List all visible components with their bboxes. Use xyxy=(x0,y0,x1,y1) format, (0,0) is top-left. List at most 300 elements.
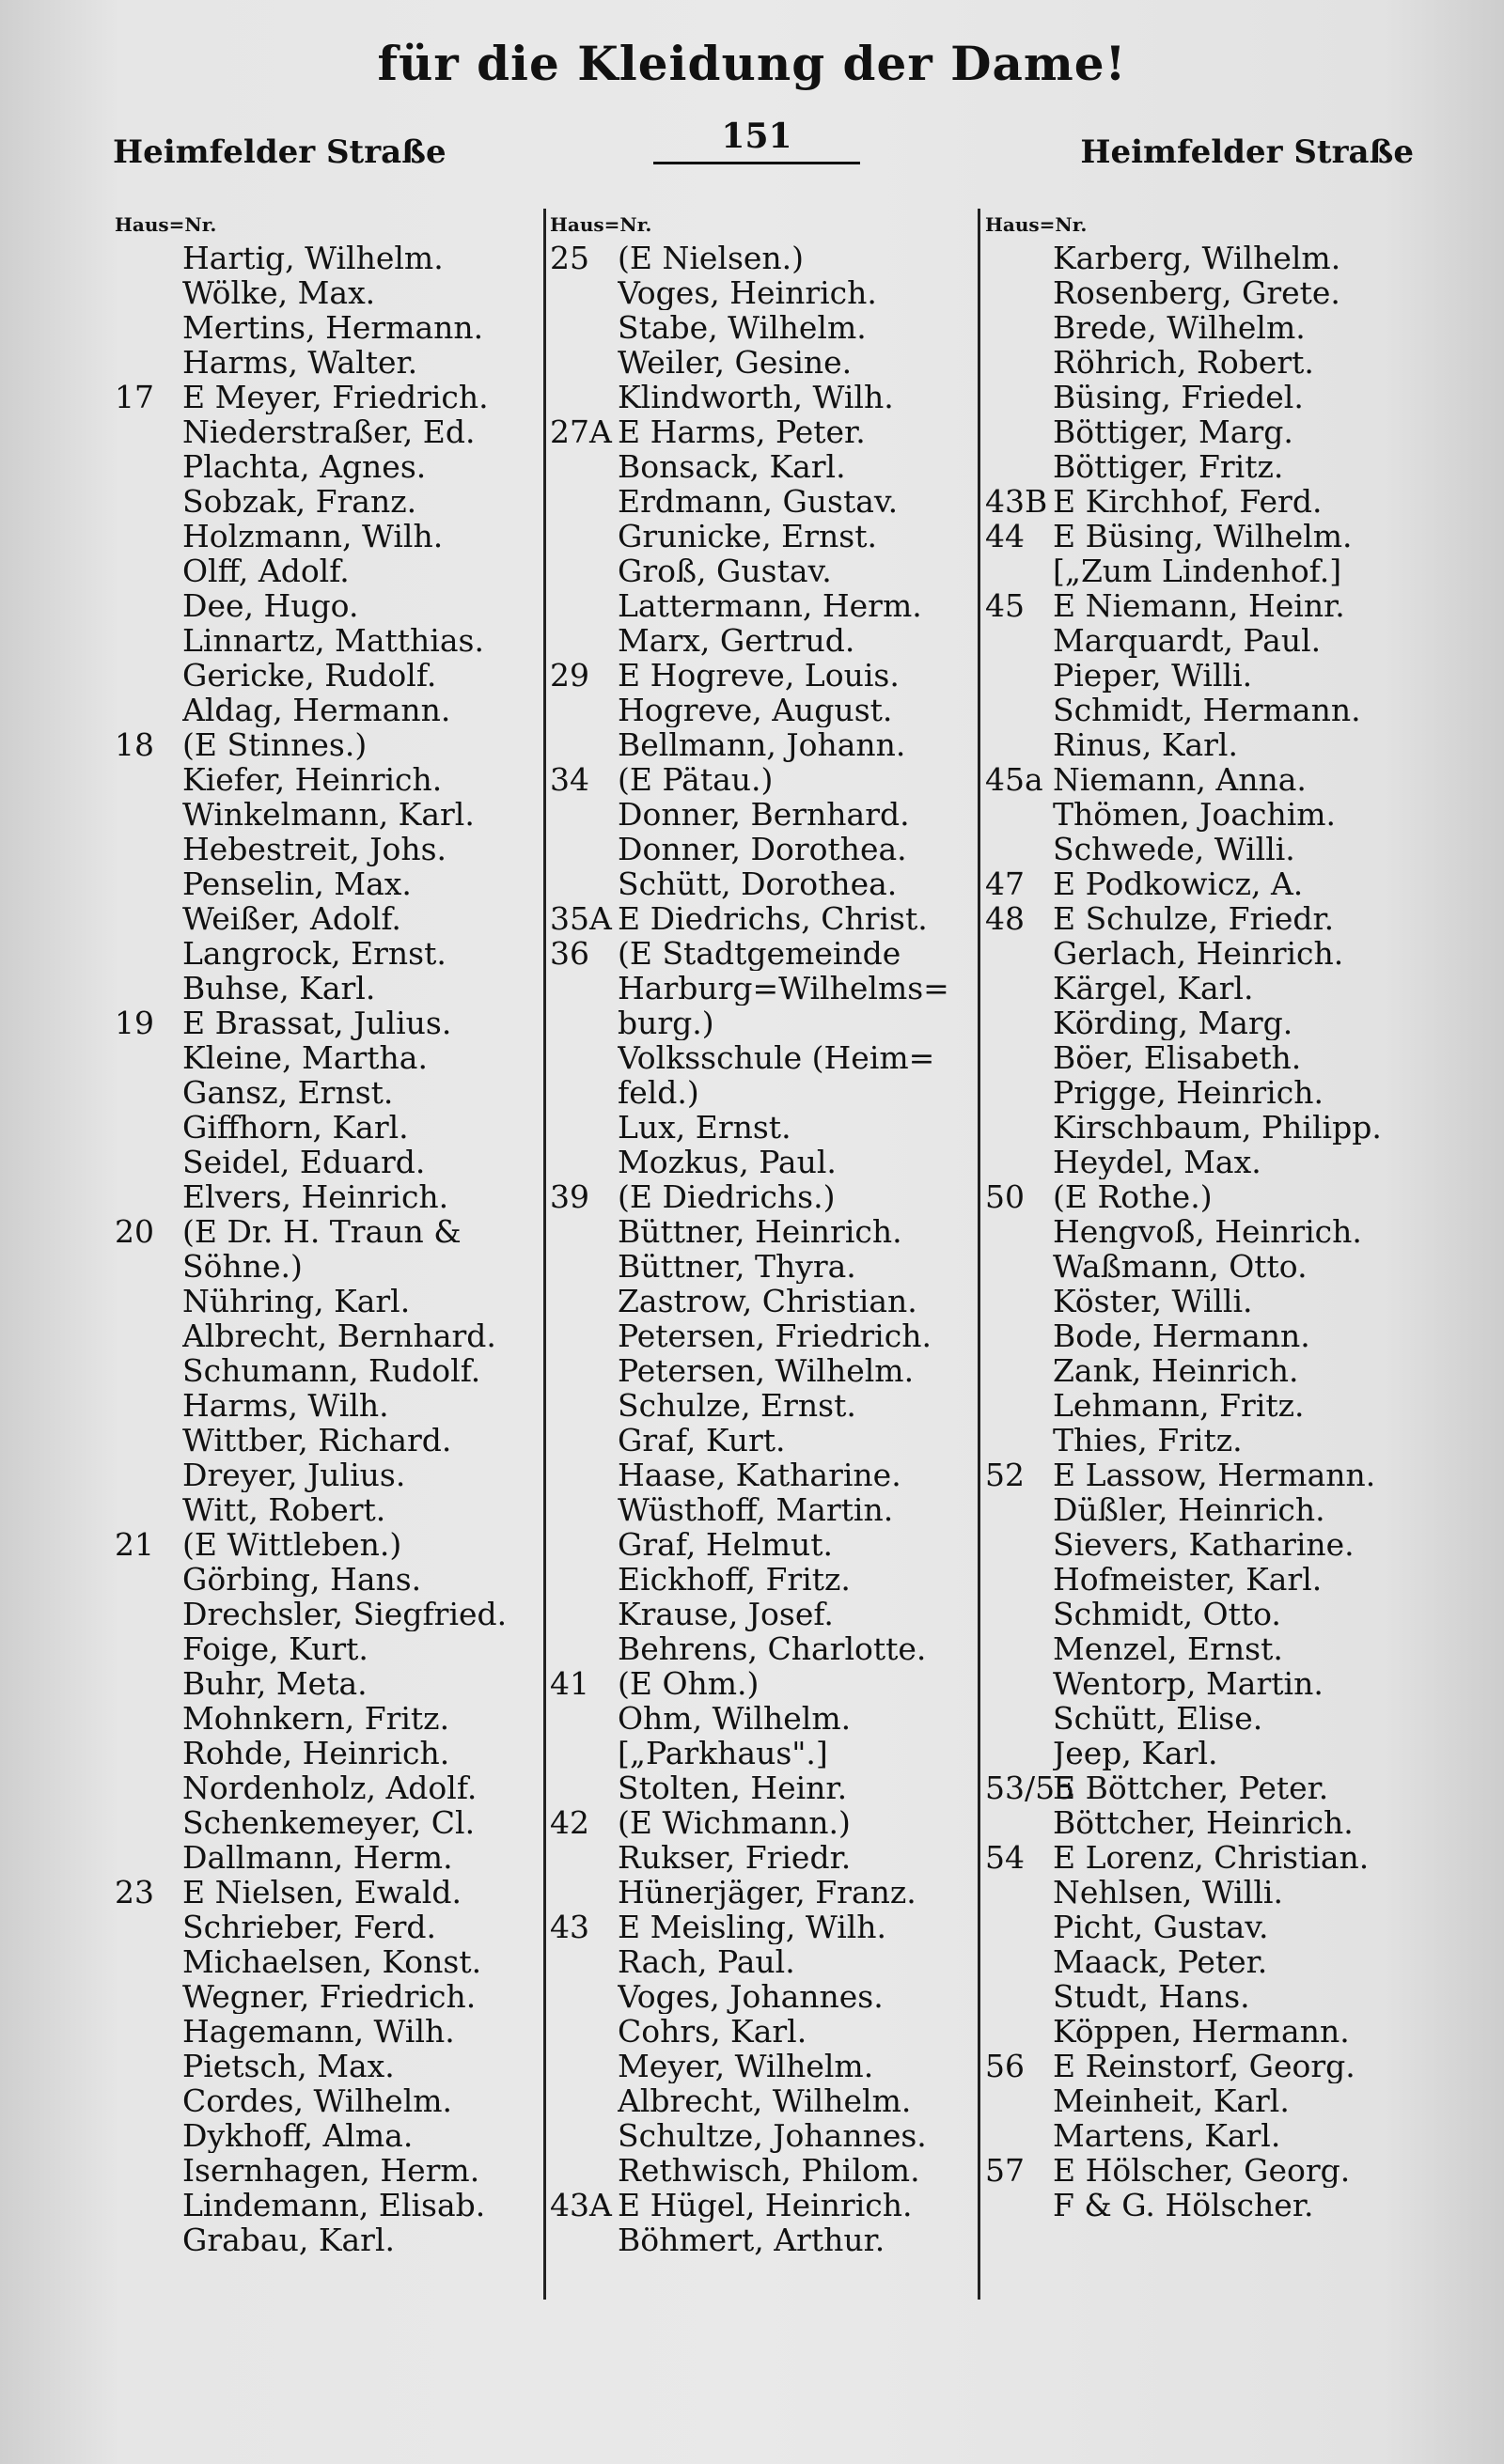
house-number: 57 xyxy=(985,2152,1025,2189)
resident-name: Schumann, Rudolf. xyxy=(182,1353,481,1388)
house-number xyxy=(115,1944,182,1979)
resident-name: Mertins, Hermann. xyxy=(182,310,484,345)
resident-name: E Niemann, Heinr. xyxy=(1053,588,1345,623)
house-number xyxy=(985,1492,1053,1527)
street-name-left: Heimfelder Straße xyxy=(113,133,446,171)
directory-entry xyxy=(550,554,973,588)
resident-name: E Schulze, Friedr. xyxy=(1053,901,1335,936)
directory-entry xyxy=(115,1458,538,1492)
directory-entry xyxy=(550,1770,973,1805)
resident-name: Picht, Gustav. xyxy=(1053,1910,1269,1944)
house-number xyxy=(115,1979,182,2014)
house-number xyxy=(115,588,182,623)
directory-entry xyxy=(985,1492,1408,1527)
directory-entry xyxy=(985,1423,1408,1458)
directory-entry xyxy=(115,345,538,380)
resident-name: Köster, Willi. xyxy=(1053,1284,1253,1318)
house-number xyxy=(550,1110,618,1145)
directory-entry xyxy=(985,2083,1408,2118)
directory-entry xyxy=(550,449,973,484)
house-number: 21 xyxy=(115,1526,154,1563)
resident-name: Wittber, Richard. xyxy=(182,1423,452,1458)
directory-entry xyxy=(115,484,538,519)
directory-entry xyxy=(985,1075,1408,1110)
resident-name: Görbing, Hans. xyxy=(182,1562,422,1597)
resident-name: Foige, Kurt. xyxy=(182,1631,368,1666)
house-number xyxy=(985,414,1053,449)
directory-entry xyxy=(115,1805,538,1840)
directory-entry xyxy=(985,1527,1408,1562)
house-number xyxy=(115,1318,182,1353)
directory-column-1 xyxy=(115,209,538,2257)
house-number: 44 xyxy=(985,518,1025,554)
directory-entry xyxy=(985,241,1408,275)
house-number xyxy=(985,2118,1053,2153)
directory-entry xyxy=(550,1944,973,1979)
house-number xyxy=(985,1701,1053,1736)
resident-name: Stolten, Heinr. xyxy=(618,1770,848,1805)
resident-name: E Hogreve, Louis. xyxy=(618,658,900,693)
house-number: 50 xyxy=(985,1178,1025,1215)
resident-name: Aldag, Hermann. xyxy=(182,693,451,727)
resident-name: Lattermann, Herm. xyxy=(618,588,922,623)
house-number xyxy=(985,623,1053,658)
resident-name: Olff, Adolf. xyxy=(182,554,350,588)
house-number xyxy=(985,1423,1053,1458)
directory-entry xyxy=(115,1979,538,2014)
directory-entry xyxy=(115,2014,538,2049)
house-number xyxy=(115,1249,182,1284)
house-number xyxy=(115,345,182,380)
directory-entry xyxy=(550,658,973,693)
resident-name: Bonsack, Karl. xyxy=(618,449,846,484)
house-number xyxy=(985,832,1053,866)
directory-entry xyxy=(985,971,1408,1006)
directory-entry xyxy=(985,1353,1408,1388)
resident-name: Böttcher, Heinrich. xyxy=(1053,1805,1354,1840)
house-number xyxy=(115,1805,182,1840)
directory-entry xyxy=(115,1179,538,1214)
directory-entry xyxy=(115,554,538,588)
house-number xyxy=(550,1284,618,1318)
house-number xyxy=(985,1353,1053,1388)
directory-entry xyxy=(115,866,538,901)
house-number xyxy=(985,1631,1053,1666)
house-number xyxy=(550,1388,618,1423)
directory-entry xyxy=(115,658,538,693)
resident-name: Graf, Helmut. xyxy=(618,1527,833,1562)
page-number: 151 xyxy=(653,117,860,164)
house-number xyxy=(115,1179,182,1214)
resident-name: Bode, Hermann. xyxy=(1053,1318,1310,1353)
resident-name: E Lassow, Hermann. xyxy=(1053,1458,1376,1492)
directory-entry xyxy=(115,519,538,554)
directory-entry xyxy=(115,1492,538,1527)
directory-entry xyxy=(115,588,538,623)
directory-entry xyxy=(985,1145,1408,1179)
resident-name: Hartig, Wilhelm. xyxy=(182,241,444,275)
resident-name: Thömen, Joachim. xyxy=(1053,797,1337,832)
resident-name: Hogreve, August. xyxy=(618,693,893,727)
house-number xyxy=(550,623,618,658)
resident-name: (E Nielsen.) xyxy=(618,241,805,275)
directory-entry xyxy=(550,588,973,623)
house-number xyxy=(115,2083,182,2118)
resident-name: Büsing, Friedel. xyxy=(1053,380,1304,414)
directory-entry xyxy=(115,2118,538,2153)
resident-name: Maack, Peter. xyxy=(1053,1944,1268,1979)
resident-name: Rohde, Heinrich. xyxy=(182,1736,450,1770)
resident-name: Kleine, Martha. xyxy=(182,1040,428,1075)
directory-entry xyxy=(550,2153,973,2188)
house-number xyxy=(985,345,1053,380)
directory-entry xyxy=(115,1423,538,1458)
resident-name: Pietsch, Max. xyxy=(182,2049,395,2083)
resident-name: Köppen, Hermann. xyxy=(1053,2014,1350,2049)
directory-entry xyxy=(985,693,1408,727)
directory-entry xyxy=(985,1840,1408,1875)
resident-name: Studt, Hans. xyxy=(1053,1979,1250,2014)
house-number xyxy=(115,2049,182,2083)
directory-column-3 xyxy=(985,209,1408,2222)
resident-name: Heydel, Max. xyxy=(1053,1145,1261,1179)
house-number xyxy=(985,936,1053,971)
house-number: 34 xyxy=(550,761,589,798)
house-number xyxy=(550,2049,618,2083)
resident-name: Penselin, Max. xyxy=(182,866,412,901)
house-number xyxy=(115,414,182,449)
directory-entry xyxy=(985,1701,1408,1736)
house-number xyxy=(550,275,618,310)
directory-entry xyxy=(550,380,973,414)
resident-name: Weißer, Adolf. xyxy=(182,901,401,936)
resident-name: E Meyer, Friedrich. xyxy=(182,380,489,414)
resident-name: Menzel, Ernst. xyxy=(1053,1631,1283,1666)
resident-name: Albrecht, Wilhelm. xyxy=(618,2083,912,2118)
resident-name: Rosenberg, Grete. xyxy=(1053,275,1340,310)
house-number: 23 xyxy=(115,1874,154,1910)
resident-name: Karberg, Wilhelm. xyxy=(1053,241,1341,275)
directory-entry xyxy=(550,693,973,727)
directory-entry xyxy=(985,519,1408,554)
resident-name: E Hölscher, Georg. xyxy=(1053,2153,1351,2188)
resident-name: Petersen, Wilhelm. xyxy=(618,1353,915,1388)
house-number xyxy=(985,1145,1053,1179)
directory-entry xyxy=(985,310,1408,345)
house-number: 52 xyxy=(985,1457,1025,1493)
directory-entry xyxy=(115,1284,538,1318)
resident-name: Schütt, Dorothea. xyxy=(618,866,898,901)
house-number xyxy=(115,554,182,588)
house-number xyxy=(115,623,182,658)
resident-name: Waßmann, Otto. xyxy=(1053,1249,1308,1284)
house-number: 43 xyxy=(550,1909,589,1945)
directory-entry xyxy=(550,1284,973,1318)
directory-entry xyxy=(985,1944,1408,1979)
directory-entry xyxy=(985,623,1408,658)
directory-entry xyxy=(115,901,538,936)
house-number xyxy=(550,1562,618,1597)
directory-entry xyxy=(115,971,538,1006)
directory-entry xyxy=(550,241,973,275)
directory-entry xyxy=(115,1770,538,1805)
house-number xyxy=(550,380,618,414)
house-number xyxy=(985,2188,1053,2222)
resident-name: Drechsler, Siegfried. xyxy=(182,1597,508,1631)
street-name-right: Heimfelder Straße xyxy=(1080,133,1414,171)
resident-name: Kirschbaum, Philipp. xyxy=(1053,1110,1382,1145)
resident-name: Seidel, Eduard. xyxy=(182,1145,426,1179)
resident-name: Holzmann, Wilh. xyxy=(182,519,444,554)
resident-name: Hünerjäger, Franz. xyxy=(618,1875,916,1910)
resident-name: Donner, Bernhard. xyxy=(618,797,910,832)
directory-entry xyxy=(550,727,973,762)
house-number xyxy=(550,1770,618,1805)
directory-entry xyxy=(550,1562,973,1597)
resident-name: (E Pätau.) xyxy=(618,762,774,797)
directory-entry xyxy=(550,832,973,866)
resident-name: Winkelmann, Karl. xyxy=(182,797,475,832)
house-number xyxy=(115,1075,182,1110)
house-number xyxy=(115,241,182,275)
directory-entry xyxy=(550,2118,973,2153)
resident-name: Weiler, Gesine. xyxy=(618,345,853,380)
directory-entry xyxy=(550,797,973,832)
resident-name: (E Dr. H. Traun & xyxy=(182,1214,462,1249)
house-number xyxy=(985,1284,1053,1318)
resident-name: Söhne.) xyxy=(182,1249,303,1284)
house-number xyxy=(985,1214,1053,1249)
directory-entry xyxy=(115,693,538,727)
house-number xyxy=(115,797,182,832)
directory-entry xyxy=(985,380,1408,414)
house-number xyxy=(550,1701,618,1736)
house-number xyxy=(115,310,182,345)
directory-entry xyxy=(550,1214,973,1249)
directory-entry xyxy=(985,866,1408,901)
directory-entry xyxy=(115,1527,538,1562)
resident-name: Jeep, Karl. xyxy=(1053,1736,1218,1770)
resident-name: Schmidt, Otto. xyxy=(1053,1597,1281,1631)
directory-entry xyxy=(115,2153,538,2188)
resident-name: Zank, Heinrich. xyxy=(1053,1353,1299,1388)
resident-name: Nordenholz, Adolf. xyxy=(182,1770,478,1805)
directory-entry xyxy=(550,1736,973,1770)
resident-name: Grunicke, Ernst. xyxy=(618,519,877,554)
house-number xyxy=(550,1006,618,1040)
resident-name: Ohm, Wilhelm. xyxy=(618,1701,852,1736)
house-number xyxy=(550,2083,618,2118)
directory-entry xyxy=(550,936,973,971)
resident-name: Sievers, Katharine. xyxy=(1053,1527,1355,1562)
directory-entry xyxy=(115,1701,538,1736)
resident-name: (E Diedrichs.) xyxy=(618,1179,836,1214)
directory-entry xyxy=(985,2153,1408,2188)
resident-name: Nühring, Karl. xyxy=(182,1284,411,1318)
directory-entry xyxy=(985,1249,1408,1284)
directory-entry xyxy=(985,1458,1408,1492)
directory-entry xyxy=(985,1214,1408,1249)
resident-name: E Meisling, Wilh. xyxy=(618,1910,887,1944)
resident-name: Klindworth, Wilh. xyxy=(618,380,894,414)
house-number xyxy=(115,1458,182,1492)
directory-entry xyxy=(985,1597,1408,1631)
directory-entry xyxy=(115,241,538,275)
resident-name: Plachta, Agnes. xyxy=(182,449,427,484)
resident-name: Groß, Gustav. xyxy=(618,554,832,588)
house-number xyxy=(115,936,182,971)
resident-name: Michaelsen, Konst. xyxy=(182,1944,482,1979)
resident-name: E Reinstorf, Georg. xyxy=(1053,2049,1355,2083)
house-number xyxy=(115,275,182,310)
resident-name: Nehlsen, Willi. xyxy=(1053,1875,1283,1910)
directory-entry xyxy=(115,1145,538,1179)
house-number: 29 xyxy=(550,657,589,694)
resident-name: Pieper, Willi. xyxy=(1053,658,1253,693)
house-number xyxy=(550,1944,618,1979)
directory-entry xyxy=(985,832,1408,866)
house-number xyxy=(985,797,1053,832)
directory-entry xyxy=(115,1840,538,1875)
resident-name: Lehmann, Fritz. xyxy=(1053,1388,1305,1423)
house-number: 53/55 xyxy=(985,1770,1075,1806)
house-number xyxy=(115,2118,182,2153)
house-number xyxy=(985,1597,1053,1631)
directory-entry xyxy=(550,1492,973,1527)
house-number xyxy=(985,1527,1053,1562)
column-divider xyxy=(543,209,546,2300)
house-number xyxy=(550,2014,618,2049)
directory-entry xyxy=(550,623,973,658)
resident-name: E Nielsen, Ewald. xyxy=(182,1875,462,1910)
resident-name: Schenkemeyer, Cl. xyxy=(182,1805,476,1840)
directory-entry xyxy=(115,1875,538,1910)
house-number: 19 xyxy=(115,1005,154,1041)
house-number xyxy=(550,1631,618,1666)
column-divider xyxy=(978,209,980,2300)
house-number xyxy=(115,1284,182,1318)
house-number xyxy=(115,1110,182,1145)
house-number xyxy=(115,1423,182,1458)
resident-name: Hagemann, Wilh. xyxy=(182,2014,455,2049)
house-number xyxy=(550,1492,618,1527)
resident-name: Meyer, Wilhelm. xyxy=(618,2049,874,2083)
directory-entry xyxy=(115,1075,538,1110)
directory-entry xyxy=(985,1666,1408,1701)
directory-entry xyxy=(985,1910,1408,1944)
resident-name: Langrock, Ernst. xyxy=(182,936,446,971)
resident-name: Schmidt, Hermann. xyxy=(1053,693,1361,727)
resident-name: Körding, Marg. xyxy=(1053,1006,1293,1040)
house-number: 39 xyxy=(550,1178,589,1215)
resident-name: Marx, Gertrud. xyxy=(618,623,855,658)
directory-entry xyxy=(985,797,1408,832)
house-number xyxy=(985,1666,1053,1701)
directory-entry xyxy=(550,1631,973,1666)
directory-entry xyxy=(550,2083,973,2118)
resident-name: feld.) xyxy=(618,1075,699,1110)
house-number xyxy=(985,241,1053,275)
house-number: 43A xyxy=(550,2187,612,2223)
resident-name: Böhmert, Arthur. xyxy=(618,2222,885,2257)
resident-name: Mohnkern, Fritz. xyxy=(182,1701,450,1736)
resident-name: Schütt, Elise. xyxy=(1053,1701,1263,1736)
resident-name: Grabau, Karl. xyxy=(182,2222,395,2257)
directory-entry xyxy=(985,554,1408,588)
resident-name: Rach, Paul. xyxy=(618,1944,795,1979)
house-number: 18 xyxy=(115,726,154,763)
house-number: 48 xyxy=(985,900,1025,937)
resident-name: Thies, Fritz. xyxy=(1053,1423,1243,1458)
house-number xyxy=(985,310,1053,345)
directory-entry xyxy=(550,1527,973,1562)
directory-entry xyxy=(550,762,973,797)
resident-name: Haase, Katharine. xyxy=(618,1458,901,1492)
house-number xyxy=(115,1840,182,1875)
house-number xyxy=(985,554,1053,588)
directory-entry xyxy=(985,484,1408,519)
resident-name: Stabe, Wilhelm. xyxy=(618,310,867,345)
house-number xyxy=(115,832,182,866)
house-number xyxy=(550,1979,618,2014)
directory-entry xyxy=(550,310,973,345)
house-number xyxy=(550,1214,618,1249)
directory-entry xyxy=(550,866,973,901)
directory-entry xyxy=(985,1110,1408,1145)
resident-name: Kiefer, Heinrich. xyxy=(182,762,443,797)
resident-name: Rinus, Karl. xyxy=(1053,727,1238,762)
directory-entry xyxy=(115,1562,538,1597)
resident-name: Marquardt, Paul. xyxy=(1053,623,1322,658)
house-number xyxy=(985,1249,1053,1284)
directory-entry xyxy=(550,519,973,554)
resident-name: Böttiger, Marg. xyxy=(1053,414,1293,449)
house-number xyxy=(550,1423,618,1458)
house-number xyxy=(115,1631,182,1666)
resident-name: (E Wittleben.) xyxy=(182,1527,402,1562)
resident-name: Meinheit, Karl. xyxy=(1053,2083,1290,2118)
directory-entry xyxy=(550,2222,973,2257)
resident-name: Dykhoff, Alma. xyxy=(182,2118,414,2153)
house-number xyxy=(550,1840,618,1875)
house-number xyxy=(115,1040,182,1075)
directory-entry xyxy=(115,727,538,762)
resident-name: Prigge, Heinrich. xyxy=(1053,1075,1324,1110)
house-number xyxy=(115,1770,182,1805)
house-number: 25 xyxy=(550,240,589,276)
resident-name: Elvers, Heinrich. xyxy=(182,1179,449,1214)
directory-entry xyxy=(985,345,1408,380)
directory-entry xyxy=(115,936,538,971)
house-number: 20 xyxy=(115,1213,154,1250)
resident-name: Krause, Josef. xyxy=(618,1597,834,1631)
directory-entry xyxy=(550,484,973,519)
directory-entry xyxy=(985,1979,1408,2014)
resident-name: Böttiger, Fritz. xyxy=(1053,449,1284,484)
directory-entry xyxy=(115,1944,538,1979)
resident-name: Büttner, Heinrich. xyxy=(618,1214,902,1249)
resident-name: Dreyer, Julius. xyxy=(182,1458,406,1492)
resident-name: Niemann, Anna. xyxy=(1053,762,1307,797)
resident-name: Lindemann, Elisab. xyxy=(182,2188,486,2222)
house-number xyxy=(115,762,182,797)
directory-entry xyxy=(550,1006,973,1040)
directory-entry xyxy=(115,380,538,414)
resident-name: Schrieber, Ferd. xyxy=(182,1910,436,1944)
house-number: 45a xyxy=(985,761,1043,798)
resident-name: Voges, Johannes. xyxy=(618,1979,884,2014)
house-number xyxy=(550,797,618,832)
